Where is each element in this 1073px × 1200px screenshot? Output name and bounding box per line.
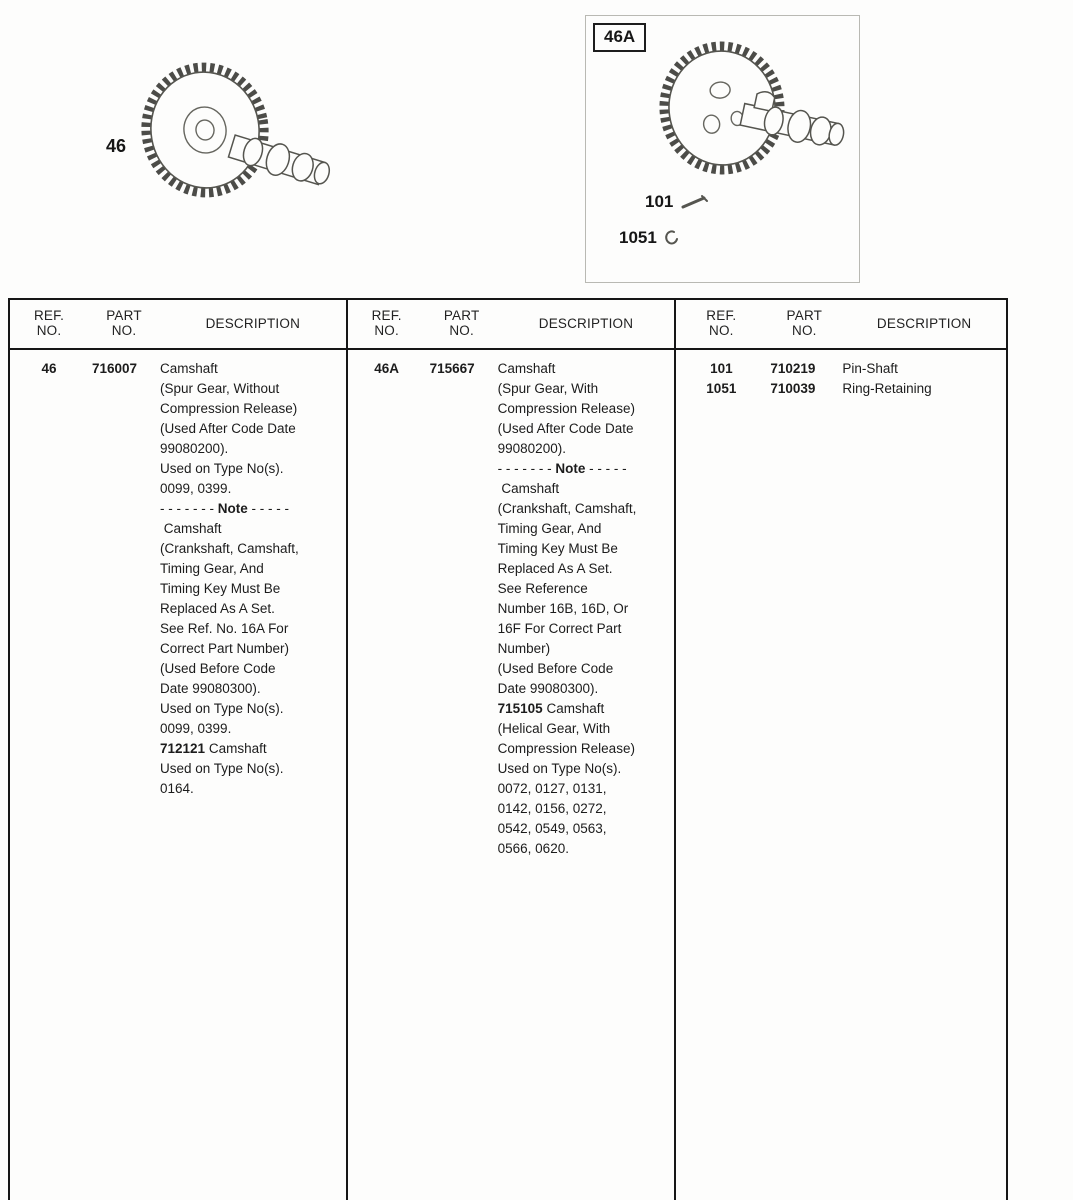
- pin-label: 101: [645, 192, 674, 211]
- description-cell: [842, 379, 1006, 399]
- part-no-header: PART NO.: [786, 308, 823, 338]
- table-body: [348, 350, 675, 859]
- part-no-header: PART NO.: [443, 308, 480, 338]
- description-line: Replaced As A Set.: [497, 561, 613, 576]
- description-line: - - - - - - - Note - - - - -: [497, 461, 627, 476]
- camshaft-46-illustration: [133, 48, 353, 223]
- part-no-cell: 710039: [770, 381, 816, 396]
- parts-table-column-3: [674, 300, 1006, 1200]
- description-line: (Helical Gear, With: [497, 721, 611, 736]
- description-cell: [160, 359, 346, 799]
- description-line: - - - - - - - Note - - - - -: [160, 501, 289, 516]
- description-line: Camshaft: [497, 481, 560, 496]
- ref-no-cell: 1051: [706, 381, 737, 396]
- description-line: 0099, 0399.: [160, 721, 232, 736]
- description-line: See Reference: [497, 581, 588, 596]
- description-line: Timing Key Must Be: [497, 541, 618, 556]
- ref-no-header: REF. NO.: [371, 308, 402, 338]
- description-line: (Spur Gear, With: [497, 381, 599, 396]
- description-line: (Crankshaft, Camshaft,: [160, 541, 299, 556]
- description-line: Replaced As A Set.: [160, 601, 275, 616]
- retaining-ring-icon: [663, 229, 679, 247]
- description-line: 0566, 0620.: [497, 841, 569, 856]
- description-line: Pin-Shaft: [842, 361, 898, 376]
- table-body: [10, 350, 346, 799]
- description-line: Compression Release): [497, 401, 635, 416]
- description-line: 0164.: [160, 781, 194, 796]
- description-line: (Crankshaft, Camshaft,: [497, 501, 637, 516]
- description-line: Number 16B, 16D, Or: [497, 601, 629, 616]
- part-no-header: PART NO.: [106, 308, 142, 338]
- table-header: [348, 300, 675, 350]
- table-header: [10, 300, 346, 350]
- description-line: (Spur Gear, Without: [160, 381, 280, 396]
- description-header: DESCRIPTION: [205, 315, 301, 331]
- ring-label: 1051: [619, 228, 657, 247]
- table-row: [676, 379, 1006, 399]
- table-header: [676, 300, 1006, 350]
- description-line: 0542, 0549, 0563,: [497, 821, 607, 836]
- description-line: 712121 Camshaft: [160, 741, 267, 756]
- table-row: [10, 359, 346, 799]
- description-line: 0142, 0156, 0272,: [497, 801, 607, 816]
- description-line: Camshaft: [160, 521, 222, 536]
- description-header: DESCRIPTION: [538, 315, 634, 331]
- parts-table-column-2: [346, 300, 675, 1200]
- table-row: [348, 359, 675, 859]
- ref-no-cell: 101: [710, 361, 733, 376]
- description-line: Camshaft: [160, 361, 218, 376]
- description-line: 16F For Correct Part: [497, 621, 622, 636]
- ref-no-header: REF. NO.: [706, 308, 737, 338]
- description-line: Timing Key Must Be: [160, 581, 281, 596]
- ref-no-cell: 46: [41, 361, 57, 376]
- description-line: 99080200).: [497, 441, 566, 456]
- camshaft-46a-illustration: [624, 28, 859, 190]
- figure-46-label: 46: [106, 136, 127, 156]
- ref-no-header: REF. NO.: [33, 308, 65, 338]
- parts-table: [8, 298, 1008, 1200]
- figure-46a-label: 46A: [593, 23, 646, 52]
- description-line: See Ref. No. 16A For: [160, 621, 289, 636]
- part-no-cell: 715667: [429, 361, 475, 376]
- ref-no-cell: 46A: [374, 361, 400, 376]
- description-line: Timing Gear, And: [497, 521, 602, 536]
- description-line: Timing Gear, And: [160, 561, 264, 576]
- description-line: Number): [497, 641, 551, 656]
- description-line: (Used After Code Date: [497, 421, 634, 436]
- figure-46a-panel: [585, 15, 860, 283]
- description-line: Camshaft: [497, 361, 556, 376]
- description-line: Correct Part Number): [160, 641, 290, 656]
- description-line: Used on Type No(s).: [497, 761, 622, 776]
- parts-table-column-1: [10, 300, 346, 1200]
- description-line: 715105 Camshaft: [497, 701, 605, 716]
- description-line: 0072, 0127, 0131,: [497, 781, 607, 796]
- description-line: 0099, 0399.: [160, 481, 232, 496]
- description-line: Date 99080300).: [160, 681, 261, 696]
- description-line: 99080200).: [160, 441, 229, 456]
- description-line: (Used Before Code: [497, 661, 614, 676]
- description-line: Used on Type No(s).: [160, 761, 284, 776]
- description-line: Used on Type No(s).: [160, 461, 284, 476]
- description-cell: [498, 359, 675, 859]
- description-header: DESCRIPTION: [876, 315, 972, 331]
- part-no-cell: 710219: [770, 361, 816, 376]
- table-body: [676, 350, 1006, 399]
- description-line: Date 99080300).: [497, 681, 599, 696]
- ring-callout: [619, 228, 679, 248]
- pin-shaft-icon: [680, 194, 710, 210]
- description-cell: [842, 359, 1006, 379]
- part-no-cell: 716007: [92, 361, 138, 376]
- description-line: (Used Before Code: [160, 661, 276, 676]
- description-line: Ring-Retaining: [842, 381, 932, 396]
- table-row: [676, 359, 1006, 379]
- description-line: Used on Type No(s).: [160, 701, 284, 716]
- pin-callout: [645, 192, 710, 212]
- description-line: Compression Release): [160, 401, 298, 416]
- description-line: (Used After Code Date: [160, 421, 296, 436]
- description-line: Compression Release): [497, 741, 635, 756]
